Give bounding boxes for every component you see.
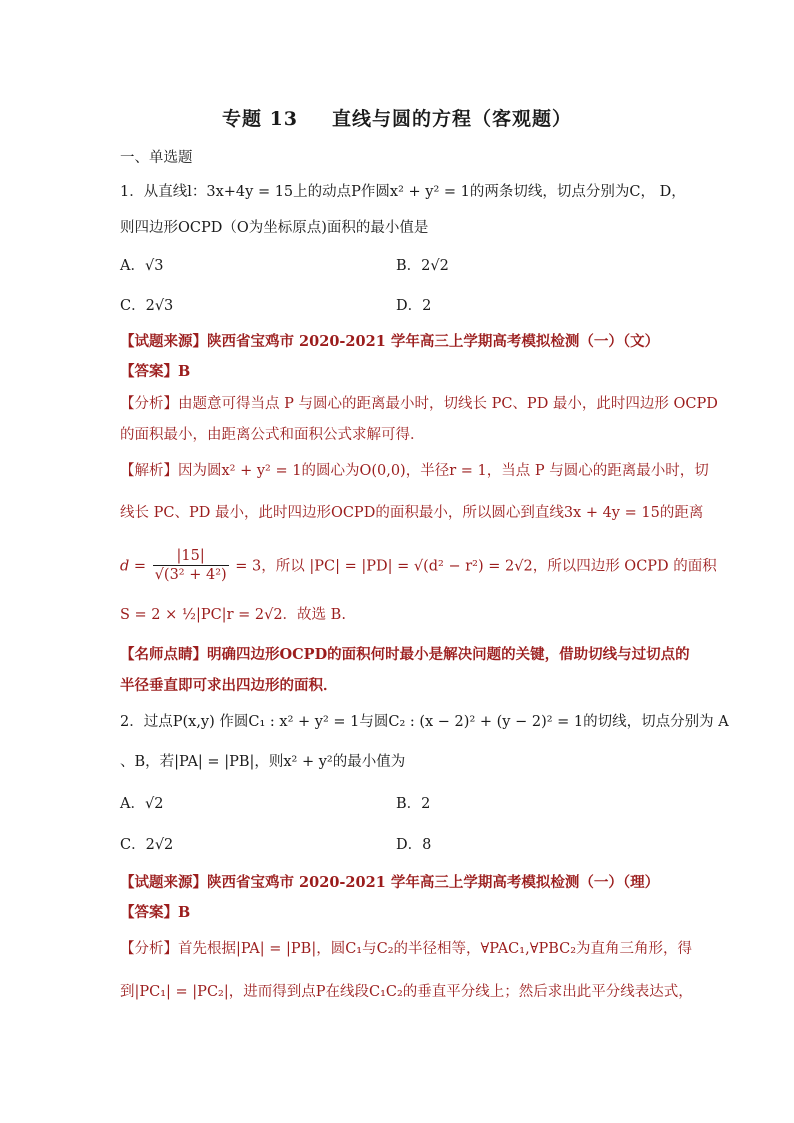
q1-solution-line4: S = 2 × ½|PC|r = 2√2．故选 B.: [120, 607, 346, 623]
q2-analysis-line2: 到|PC₁| = |PC₂|，进而得到点P在线段C₁C₂的垂直平分线上；然后求出此平分线表达式，: [120, 984, 693, 1000]
q1-teacher-line2: 半径垂直即可求出四边形的面积．: [120, 677, 338, 694]
q2-source: 【试题来源】陕西省宝鸡市 2020-2021 学年高三上学期高考模拟检测（一）（理）: [120, 874, 660, 891]
q1-source: 【试题来源】陕西省宝鸡市 2020-2021 学年高三上学期高考模拟检测（一）（文）: [120, 333, 660, 350]
q2-option-d: D．8: [396, 837, 432, 853]
section-heading: 一、单选题: [120, 150, 193, 166]
q1-solution-line3: d = $\frac{|15|}{\text{√(3² + 4²)}}$ = 3，所以 |PC| = |PD| = √(d² − r²) = 2√2，所以四边形 OCPD 的面积: [120, 548, 717, 583]
q2-option-b: B．2: [396, 796, 431, 812]
q1-answer: 【答案】B: [120, 363, 191, 380]
q1-solution-line2: 线长 PC、PD 最小，此时四边形OCPD的面积最小，所以圆心到直线3x + 4y = 15的距离: [120, 505, 704, 521]
q1-analysis-line2: 的面积最小，由距离公式和面积公式求解可得．: [120, 427, 425, 443]
q1-analysis-line1: 【分析】由题意可得当点 P 与圆心的距离最小时，切线长 PC、PD 最小，此时四边形 OCPD: [120, 396, 718, 412]
q1-stem-line2: 则四边形OCPD（O为坐标原点)面积的最小值是: [120, 220, 429, 236]
q1-option-a: A．√3: [120, 258, 164, 274]
distance-fraction: $\frac{|15|}{\text{√(3² + 4²)}}$: [154, 548, 227, 583]
title-main: 直线与圆的方程（客观题）: [332, 108, 573, 130]
q1-teacher-line1: 【名师点睛】明确四边形OCPD的面积何时最小是解决问题的关键，借助切线与过切点的: [120, 646, 690, 663]
q1-solution-line1: 【解析】因为圆x² + y² = 1的圆心为O(0,0)，半径r = 1，当点 P 与圆心的距离最小时，切: [120, 463, 709, 479]
q2-stem-line1: 2．过点P(x,y) 作圆C₁ : x² + y² = 1与圆C₂ : (x − 2)² + (y − 2)² = 1的切线，切点分别为 A: [120, 714, 729, 730]
q1-option-b: B．2√2: [396, 258, 449, 274]
q1-option-c: C．2√3: [120, 298, 174, 314]
q2-stem-line2: 、B，若|PA| = |PB|，则x² + y²的最小值为: [120, 754, 406, 770]
page-title: [0, 104, 794, 131]
q1-option-d: D．2: [396, 298, 432, 314]
q1-stem-line1: 1．从直线l：3x+4y = 15上的动点P作圆x² + y² = 1的两条切线，切点分别为C， D，: [120, 184, 686, 200]
q2-answer: 【答案】B: [120, 904, 191, 921]
q2-option-a: A．√2: [120, 796, 164, 812]
q2-option-c: C．2√2: [120, 837, 174, 853]
q1-solution-line3-tail: = 3，所以 |PC| = |PD| = √(d² − r²) = 2√2，所以四边形 OCPD 的面积: [235, 558, 717, 575]
q2-analysis-line1: 【分析】首先根据|PA| = |PB|，圆C₁与C₂的半径相等，∀PAC₁,∀PBC₂为直角三角形，得: [120, 941, 693, 957]
title-prefix: 专题 13: [221, 108, 299, 130]
